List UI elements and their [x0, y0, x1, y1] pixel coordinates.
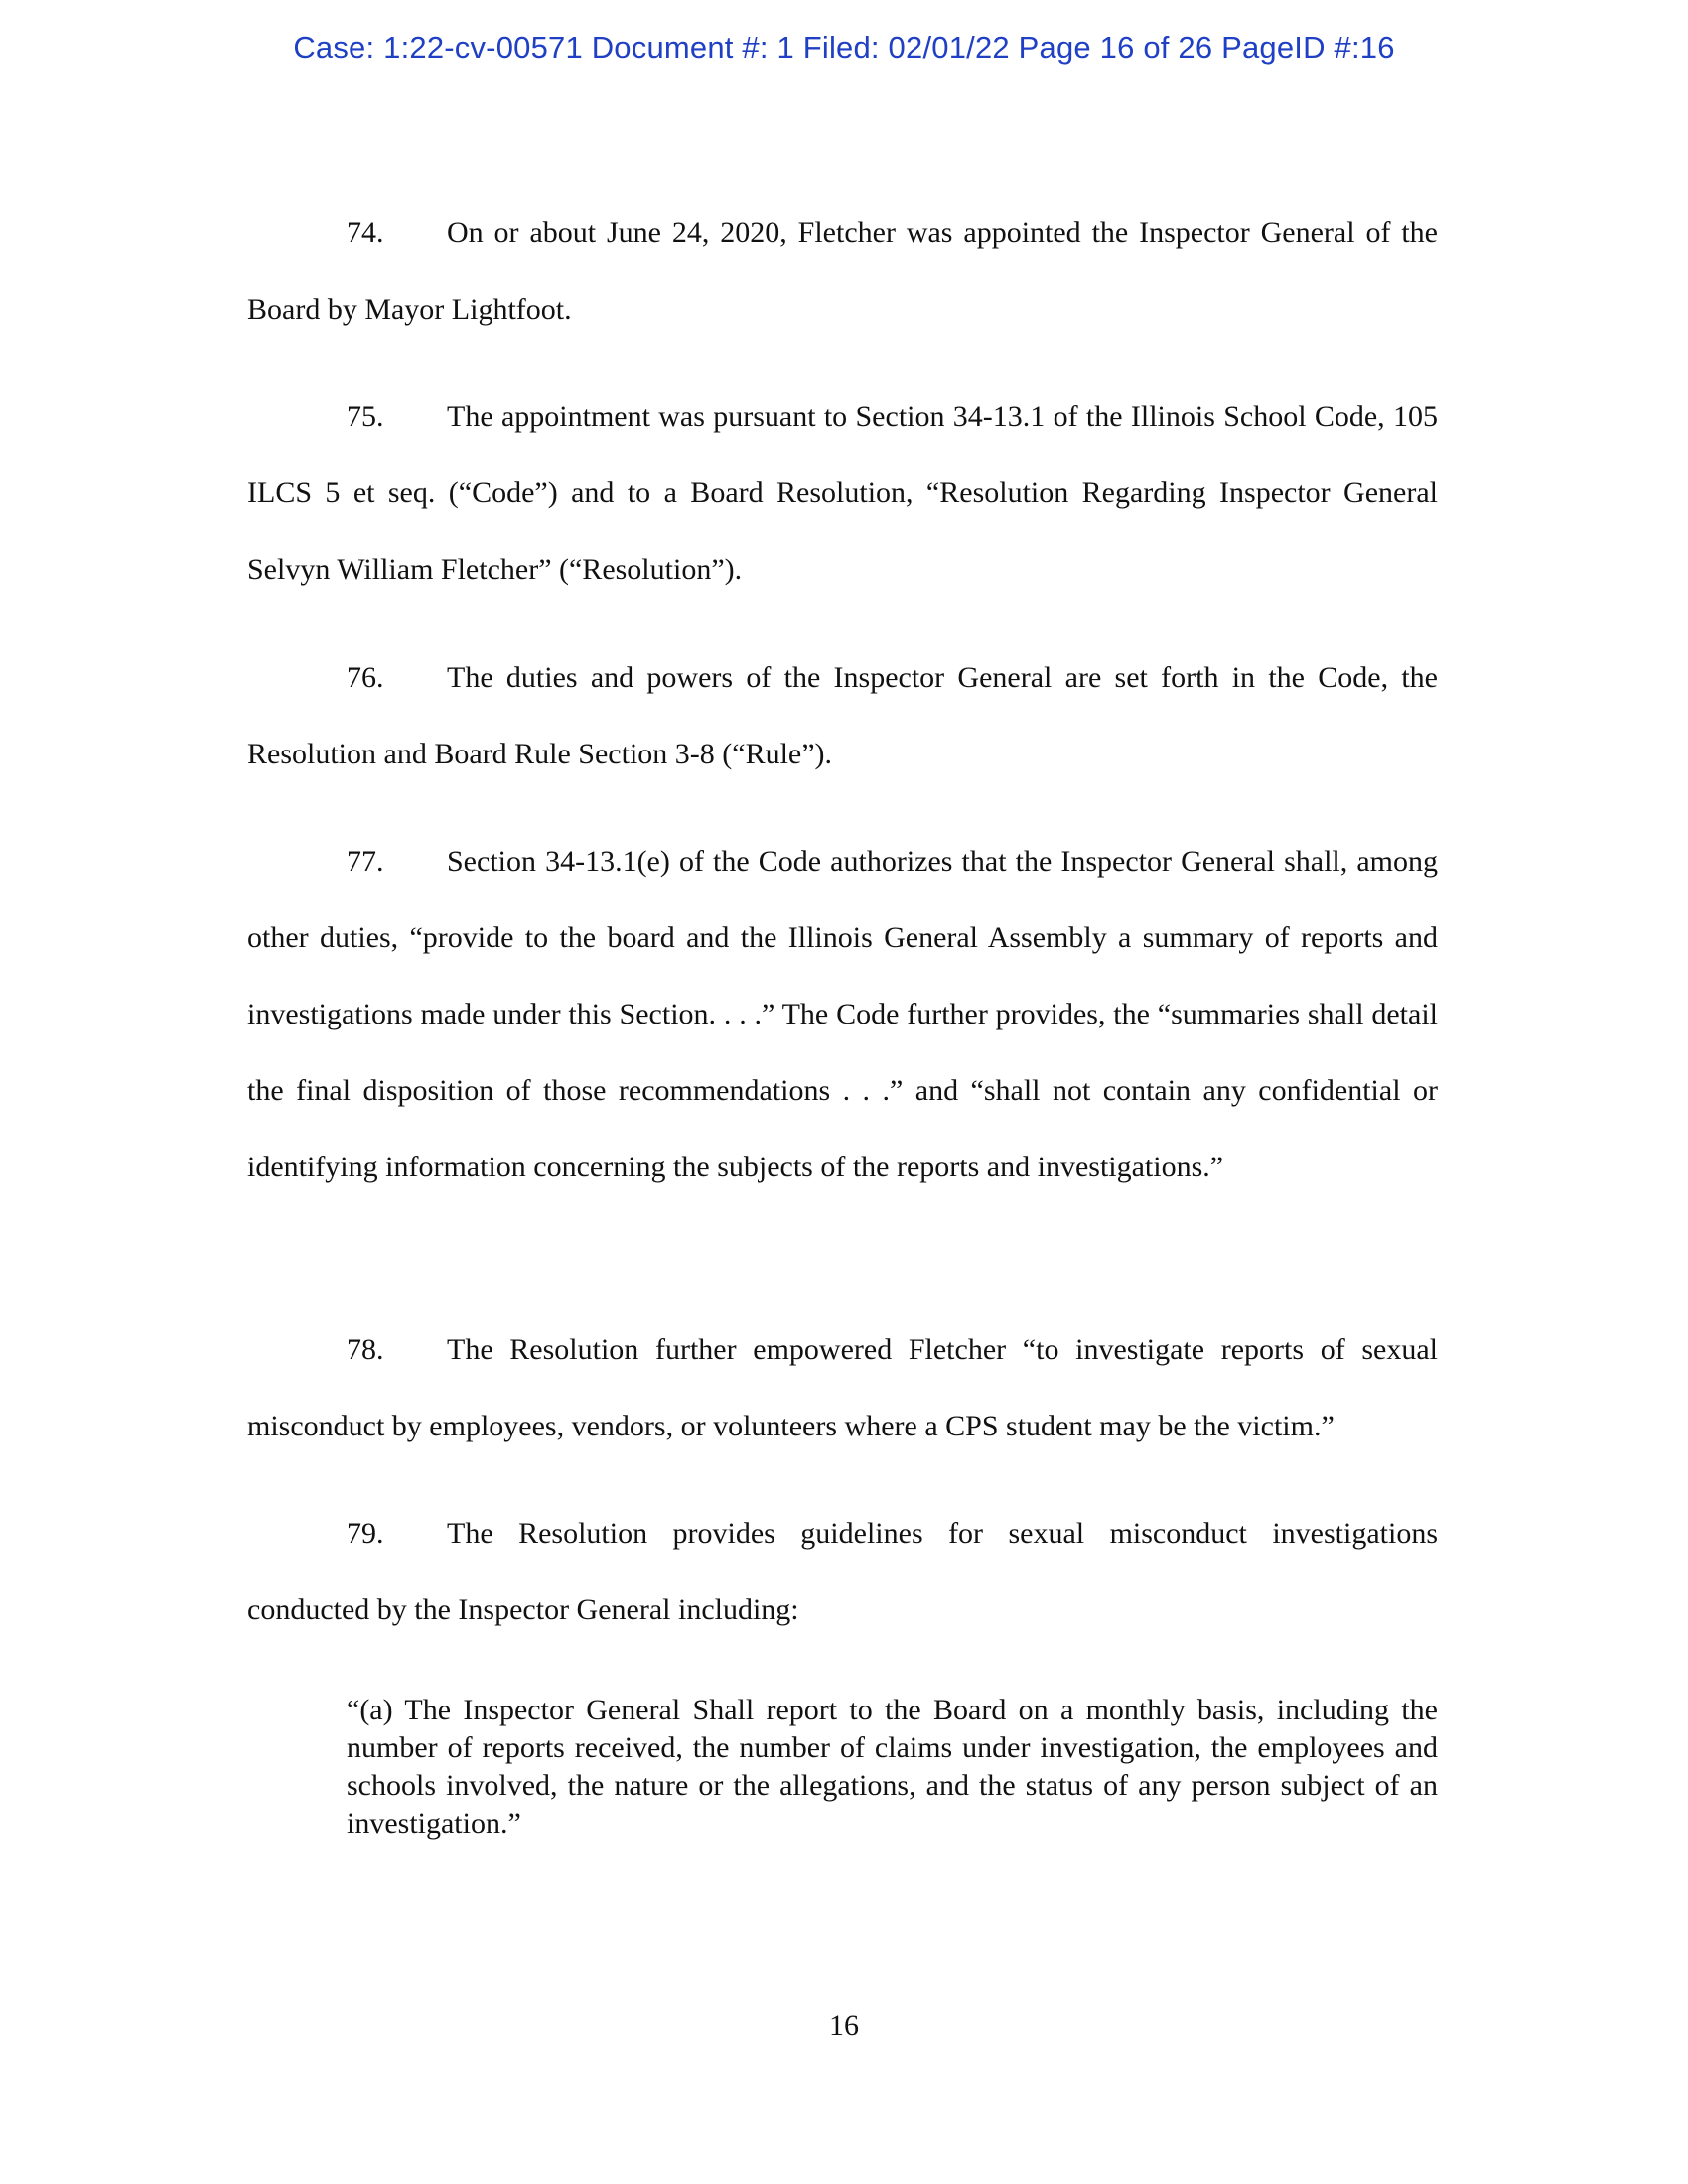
paragraph-74	[247, 195, 1438, 347]
paragraph-number: 77.	[347, 845, 384, 878]
paragraph-text: The appointment was pursuant to Section 34-13.1 of the Illinois School Code, 105 ILCS 5 et seq. (“Code”) and to a Board Resolution, “Resolution Regarding Inspector General Selvyn William Fletcher” (“Resolution”).	[247, 400, 1438, 586]
paragraph-77	[247, 823, 1438, 1205]
paragraph-number: 79.	[347, 1517, 384, 1550]
paragraph-number: 78.	[347, 1333, 384, 1366]
block-quote: “(a) The Inspector General Shall report to the Board on a monthly basis, including the number of reports received, the number of claims under investigation, the employees and schools involved, the nature or the allegations, and the status of any person subject of an investigation.”	[347, 1694, 1438, 1840]
paragraph-78	[247, 1311, 1438, 1464]
paragraph-text: The duties and powers of the Inspector General are set forth in the Code, the Resolution and Board Rule Section 3-8 (“Rule”).	[247, 661, 1438, 770]
paragraph-text: Section 34-13.1(e) of the Code authorizes that the Inspector General shall, among other duties, “provide to the board and the Illinois General Assembly a summary of reports and investigations made under this Section. . . .” The Code further provides, the “summaries shall detail the final disposition of those recommendations . . .” and “shall not contain any confidential or identifying information concerning the subjects of the reports and investigations.”	[247, 845, 1438, 1183]
paragraph-number: 75.	[347, 400, 384, 433]
paragraph-text: The Resolution provides guidelines for sexual misconduct investigations conducted by the Inspector General including:	[247, 1517, 1438, 1626]
paragraph-76	[247, 639, 1438, 792]
paragraph-75	[247, 378, 1438, 608]
paragraph-text: The Resolution further empowered Fletcher “to investigate reports of sexual misconduct by employees, vendors, or volunteers where a CPS student may be the victim.”	[247, 1333, 1438, 1442]
paragraph-text: On or about June 24, 2020, Fletcher was appointed the Inspector General of the Board by Mayor Lightfoot.	[247, 216, 1438, 326]
case-header: Case: 1:22-cv-00571 Document #: 1 Filed: 02/01/22 Page 16 of 26 PageID #:16	[293, 30, 1395, 65]
paragraph-number: 74.	[347, 216, 384, 249]
page-number: 16	[829, 2009, 859, 2042]
paragraph-number: 76.	[347, 661, 384, 694]
paragraph-79	[247, 1495, 1438, 1648]
